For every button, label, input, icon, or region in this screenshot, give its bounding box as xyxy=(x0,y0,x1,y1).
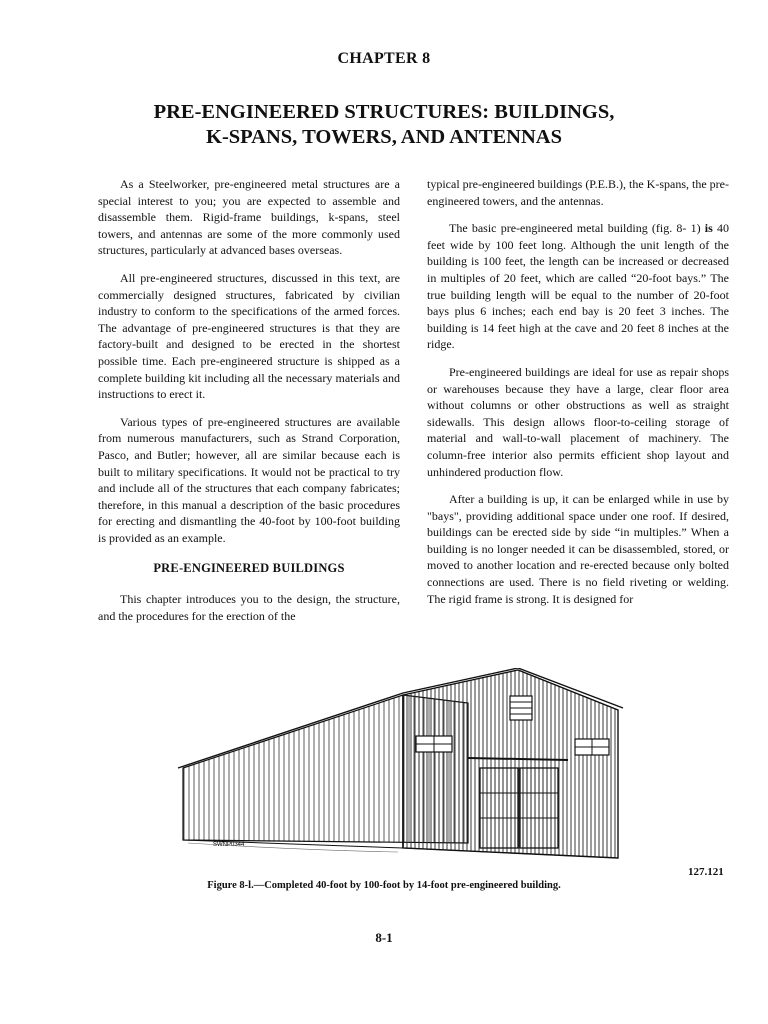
paragraph: Various types of pre-engineered structures are available from numerous manufacturers, such as Strand Corporation, Pasco, and Butler; however, all are similar because each is built to military specifications. It would not be practical to try and include all of the structures that each company fabricates; therefore, in this manual a description of the basic procedures for erecting and dismantling the 40-foot by 100-foot building is provided as an example. xyxy=(98,414,400,545)
chapter-title-line-1: PRE-ENGINEERED STRUCTURES: BUILDINGS, xyxy=(153,101,615,123)
chapter-title-line-2: K-SPANS, TOWERS, AND ANTENNAS xyxy=(206,126,562,148)
figure-number: 127.121 xyxy=(688,866,724,878)
sliding-door-right xyxy=(520,768,558,848)
paragraph: After a building is up, it can be enlarged while in use by "bays", providing additional space under one roof. If desired, buildings can be erected side by side “in multiples.” When a building is no longer needed it can be disassembled, stored, or moved to another location and re-erected because only bolted connections are used. There is no field riveting or welding. The rigid frame is strong. It is designed for xyxy=(427,492,729,606)
right-column xyxy=(427,176,729,618)
art-code-label: SWNP0344 xyxy=(213,842,245,848)
figure-caption: Figure 8-l.—Completed 40-foot by 100-foot by 14-foot pre-engineered building. xyxy=(207,880,561,891)
chapter-title xyxy=(0,100,768,150)
page-number: 8-1 xyxy=(375,930,393,945)
building-illustration xyxy=(98,668,728,883)
paragraph: All pre-engineered structures, discussed in this text, are commercially designed structures, fabricated by civilian industry to conform to the specifications of the armed forces. The advantage of pre-engineered structures is that they are factory-built and designed to be erected in the shortest possible time. Each pre-engineered structure is shipped as a complete building kit including all the necessary materials and instructions to erect it. xyxy=(98,270,400,402)
paragraph-text: 40 feet wide by 100 feet long. Although the unit length of the building is 100 feet, the length can be increased or decreased in multiples of 20 feet, which are called “20-foot bays.” The true building length will be equal to the number of 20-foot bays plus 6 inches; each end bay is 20 feet 3 inches. The building is 14 feet high at the cave and 20 feet 8 inches at the ridge. xyxy=(427,221,730,352)
left-column xyxy=(98,176,400,635)
chapter-label: CHAPTER 8 xyxy=(337,50,431,67)
paragraph: This chapter introduces you to the design, the structure, and the procedures for the erection of the xyxy=(98,592,400,623)
section-heading: PRE-ENGINEERED BUILDINGS xyxy=(153,561,345,576)
paragraph-text: The basic pre-engineered metal building (fig. 8- 1) xyxy=(449,221,701,236)
paragraph xyxy=(427,220,729,353)
paragraph: typical pre-engineered buildings (P.E.B.), the K-spans, the pre-engineered towers, and the antennas. xyxy=(427,177,729,208)
sliding-door-left xyxy=(480,768,518,848)
paragraph: Pre-engineered buildings are ideal for use as repair shops or warehouses because they have a large, clear floor area without columns or other obstructions as well as straight sidewalls. This design allows floor-to-ceiling storage of material and wall-to-wall placement of machinery. The column-free interior also permits efficient shop layout and unhindered production flow. xyxy=(427,364,729,479)
paragraph: As a Steelworker, pre-engineered metal structures are a special interest to you; you are expected to assemble and disassemble them. Rigid-frame buildings, k-spans, steel towers, and antennas are some of the more commonly used structures, particularly at advanced bases overseas. xyxy=(98,177,400,258)
bold-word: is xyxy=(704,221,713,236)
